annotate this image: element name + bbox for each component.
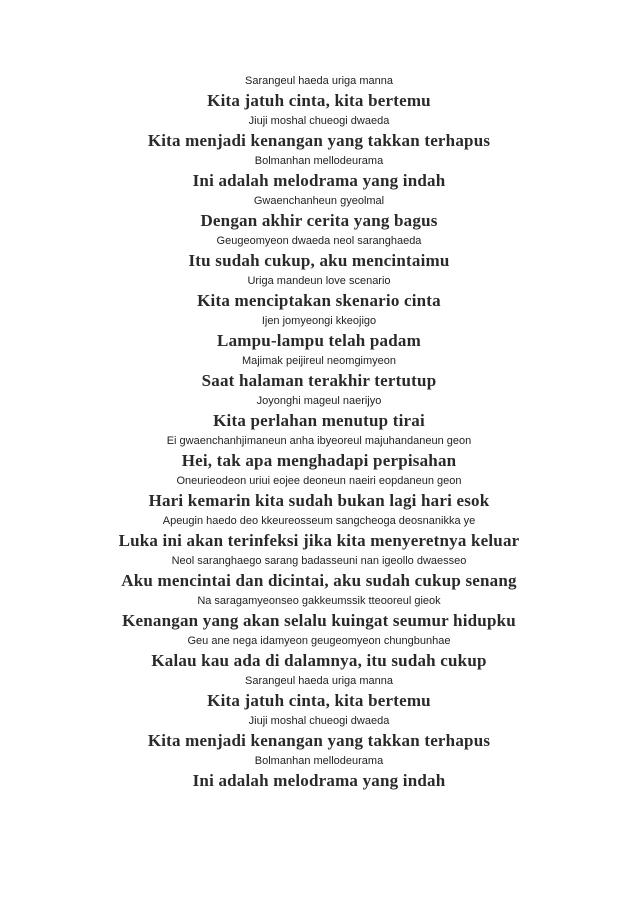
lyric-translation-line: Kita menjadi kenangan yang takkan terhapus xyxy=(147,731,491,750)
lyric-romanized-line: Bolmanhan mellodeurama xyxy=(254,155,384,167)
lyric-romanized-line: Na saragamyeonseo gakkeumssik tteooreul gieok xyxy=(197,595,441,607)
lyric-translation-line: Kita jatuh cinta, kita bertemu xyxy=(207,91,431,110)
lyric-romanized-line: Gwaenchanheun gyeolmal xyxy=(253,195,385,207)
lyric-romanized-line: Apeugin haedo deo kkeureosseum sangcheoga deosnanikka ye xyxy=(162,515,476,527)
lyric-romanized-line: Sarangeul haeda uriga manna xyxy=(244,675,393,687)
lyric-translation-line: Kita menjadi kenangan yang takkan terhapus xyxy=(147,131,491,150)
lyric-romanized-line: Ijen jomyeongi kkeojigo xyxy=(261,315,377,327)
lyric-romanized-line: Oneurieodeon uriui eojee deoneun naeiri eopdaneun geon xyxy=(176,475,462,487)
lyric-translation-line: Lampu-lampu telah padam xyxy=(217,331,421,350)
lyric-romanized-line: Geugeomyeon dwaeda neol saranghaeda xyxy=(216,235,422,247)
lyric-translation-line: Kita jatuh cinta, kita bertemu xyxy=(207,691,431,710)
lyric-romanized-line: Jiuji moshal chueogi dwaeda xyxy=(248,115,390,127)
lyric-romanized-line: Uriga mandeun love scenario xyxy=(247,275,391,287)
lyric-romanized-line: Bolmanhan mellodeurama xyxy=(254,755,384,767)
lyric-translation-line: Hei, tak apa menghadapi perpisahan xyxy=(181,451,457,470)
lyric-translation-line: Ini adalah melodrama yang indah xyxy=(192,771,446,790)
lyric-translation-line: Kalau kau ada di dalamnya, itu sudah cukup xyxy=(151,651,487,670)
lyric-translation-line: Aku mencintai dan dicintai, aku sudah cukup senang xyxy=(121,571,517,590)
lyric-translation-line: Dengan akhir cerita yang bagus xyxy=(200,211,438,230)
lyric-translation-line: Kita menciptakan skenario cinta xyxy=(197,291,441,310)
lyric-romanized-line: Neol saranghaego sarang badasseuni nan igeollo dwaesseo xyxy=(171,555,467,567)
lyric-romanized-line: Ei gwaenchanhjimaneun anha ibyeoreul majuhandaneun geon xyxy=(166,435,472,447)
lyric-romanized-line: Sarangeul haeda uriga manna xyxy=(244,75,393,87)
lyric-translation-line: Luka ini akan terinfeksi jika kita menyeretnya keluar xyxy=(118,531,520,550)
lyrics-body xyxy=(0,72,638,792)
lyric-romanized-line: Geu ane nega idamyeon geugeomyeon chungbunhae xyxy=(187,635,451,647)
lyric-romanized-line: Majimak peijireul neomgimyeon xyxy=(241,355,397,367)
lyric-translation-line: Saat halaman terakhir tertutup xyxy=(201,371,437,390)
lyric-translation-line: Ini adalah melodrama yang indah xyxy=(192,171,446,190)
lyric-translation-line: Kenangan yang akan selalu kuingat seumur hidupku xyxy=(122,611,516,630)
lyric-translation-line: Hari kemarin kita sudah bukan lagi hari esok xyxy=(148,491,490,510)
lyric-romanized-line: Jiuji moshal chueogi dwaeda xyxy=(248,715,390,727)
lyric-romanized-line: Joyonghi mageul naerijyo xyxy=(256,395,382,407)
lyric-translation-line: Itu sudah cukup, aku mencintaimu xyxy=(188,251,450,270)
lyric-translation-line: Kita perlahan menutup tirai xyxy=(213,411,425,430)
